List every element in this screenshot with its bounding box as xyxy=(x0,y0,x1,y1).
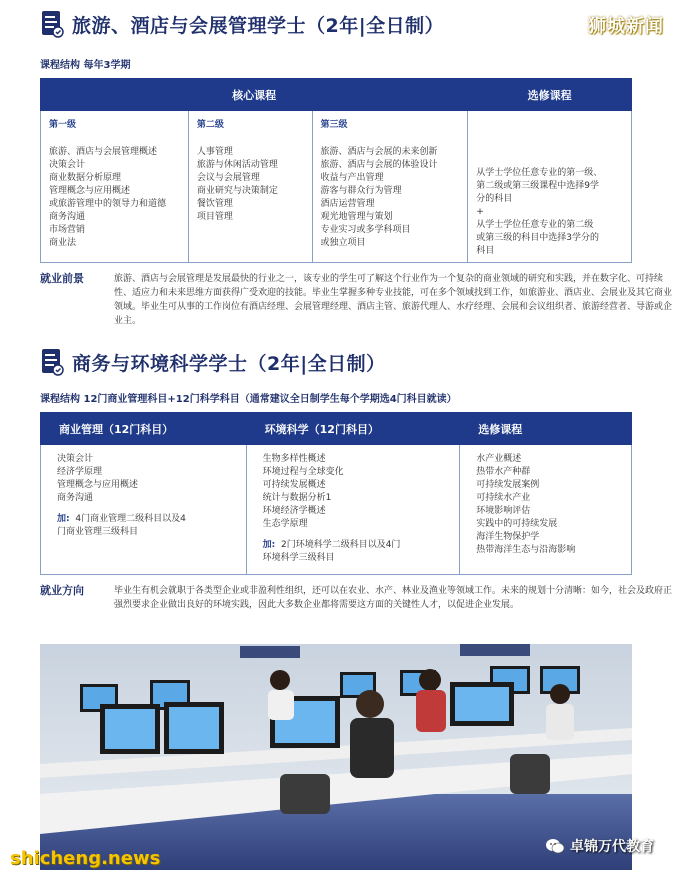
classroom-illustration xyxy=(40,644,632,870)
list-item: 商业数据分析原理 xyxy=(49,173,122,183)
list-item: 商业研究与决策制定 xyxy=(196,186,278,196)
list-item: 商业法 xyxy=(49,238,77,248)
list-item: 酒店运营管理 xyxy=(320,199,375,209)
list-item: 实践中的可持续发展 xyxy=(476,519,558,529)
list-item: 水产业概述 xyxy=(476,454,522,464)
list-item: 旅游、酒店与会展管理概述 xyxy=(49,147,158,157)
note-label: 加: xyxy=(57,514,70,524)
watermark-bottom-left: shicheng.news xyxy=(10,848,161,869)
elective-line: 分的科目 xyxy=(476,194,513,204)
list-item: 专业实习或多学科项目 xyxy=(320,225,411,235)
classroom-photo xyxy=(40,644,632,870)
elective-line: 科目 xyxy=(476,246,495,256)
section2-title xyxy=(40,348,386,376)
section2-title-text: 商务与环境科学学士（2年|全日制） xyxy=(72,352,386,375)
list-item: 旅游与休闲活动管理 xyxy=(196,160,278,170)
list-item: 项目管理 xyxy=(196,212,233,222)
environment-cell xyxy=(246,445,460,575)
elective-line: 从学士学位任意专业的第一级、 xyxy=(476,168,603,178)
list-item: 热带水产种群 xyxy=(476,467,531,477)
list-item: 会议与会展管理 xyxy=(196,173,260,183)
list-item: 可持续发展案例 xyxy=(476,480,540,490)
list-item: 市场营销 xyxy=(49,225,86,235)
note-label: 加: xyxy=(262,540,276,550)
list-item: 商务沟通 xyxy=(49,212,86,222)
list-item: 环境经济学概述 xyxy=(262,506,326,516)
elective2-cell xyxy=(460,445,632,575)
wechat-watermark xyxy=(546,836,654,856)
list-item: 管理概念与应用概述 xyxy=(57,480,139,490)
document-icon xyxy=(40,348,64,376)
section2-structure: 课程结构 12门商业管理科目+12门科学科目（通常建议全日制学生每个学期选4门科目就读） xyxy=(40,394,457,405)
list-item: 管理概念与应用概述 xyxy=(49,186,131,196)
level2-label: 第二级 xyxy=(196,120,224,130)
elective-line: 第二级或第三级课程中选择9学 xyxy=(476,181,599,191)
prospect-text: 毕业生有机会就职于各类型企业或非盈利性组织，还可以在农业、水产、林业及渔业等领域工作。未来的规划十分清晰：如今，社会及政府正强烈要求企业做出良好的环境实践，因此大多数企业都将需要这方面的关键性人才，以促进企业发展。 xyxy=(114,586,673,610)
list-item: 餐饮管理 xyxy=(196,199,233,209)
prospect-text: 旅游、酒店与会展管理是发展最快的行业之一，该专业的学生可了解这个行业作为一个复杂的商业领域的研究和实践，并在数字化、可持续性、适应力和未来思维方面获得广受欢迎的技能。毕业生掌握多种专业技能，可在多个领域找到工作，如旅游业、酒店业、会展业及其它商业领域。毕业生可从事的工作岗位有酒店经理、会展管理经理、酒店主管、旅游代理人、水疗经理、会展和会议组织者、旅游经营者、导游或企业主。 xyxy=(114,274,673,326)
list-item: 生态学原理 xyxy=(262,519,308,529)
section1-title-text: 旅游、酒店与会展管理学士（2年|全日制） xyxy=(72,14,445,37)
level3-cell xyxy=(312,111,468,263)
watermark-top-right: 狮城新闻 xyxy=(588,16,664,37)
list-item: 旅游、酒店与会展的未来创新 xyxy=(320,147,438,157)
business-cell xyxy=(41,445,247,575)
wechat-account-name: 卓锦万代教育 xyxy=(570,839,654,855)
level3-label: 第三级 xyxy=(320,120,348,130)
list-item: 商务沟通 xyxy=(57,493,94,503)
prospect-label: 就业前景 xyxy=(40,272,84,285)
level1-cell xyxy=(41,111,189,263)
section2-prospects xyxy=(40,584,673,628)
list-item: 观光地管理与策划 xyxy=(320,212,393,222)
section1-title xyxy=(40,10,444,38)
list-item: 环境影响评估 xyxy=(476,506,531,516)
elective-cell xyxy=(468,111,632,263)
core-courses-header: 核心课程 xyxy=(41,79,468,111)
list-item: 热带海洋生态与沿海影响 xyxy=(476,545,576,555)
list-item: 决策会计 xyxy=(57,454,94,464)
section1-course-table xyxy=(40,78,632,263)
elective-line: 从学士学位任意专业的第二级 xyxy=(476,220,594,230)
list-item: 或旅游管理中的领导力和道德 xyxy=(49,199,167,209)
wechat-icon xyxy=(546,838,564,854)
list-item: 统计与数据分析1 xyxy=(262,493,332,503)
elective-header: 选修课程 xyxy=(460,413,632,445)
list-item: 可持续水产业 xyxy=(476,493,531,503)
level2-cell xyxy=(188,111,312,263)
list-item: 海洋生物保护学 xyxy=(476,532,540,542)
note-line: 环境科学三级科目 xyxy=(262,553,335,563)
list-item: 或独立项目 xyxy=(320,238,366,248)
list-item: 游客与群众行为管理 xyxy=(320,186,402,196)
list-item: 收益与产出管理 xyxy=(320,173,384,183)
section1-structure: 课程结构 每年3学期 xyxy=(40,60,131,71)
note-line: 4门商业管理二级科目以及4 xyxy=(75,514,186,524)
environment-header: 环境科学（12门科目） xyxy=(246,413,460,445)
document-icon xyxy=(40,10,64,38)
list-item: 经济学原理 xyxy=(57,467,103,477)
list-item: 可持续发展概述 xyxy=(262,480,326,490)
elective-line: 或第三级的科目中选择3学分的 xyxy=(476,233,599,243)
list-item: 决策会计 xyxy=(49,160,86,170)
list-item: 人事管理 xyxy=(196,147,233,157)
elective-courses-header: 选修课程 xyxy=(468,79,632,111)
list-item: 环境过程与全球变化 xyxy=(262,467,344,477)
elective-plus: + xyxy=(476,207,484,217)
business-header: 商业管理（12门科目） xyxy=(41,413,247,445)
list-item: 旅游、酒店与会展的体验设计 xyxy=(320,160,438,170)
note-line: 2门环境科学二级科目以及4门 xyxy=(280,540,401,550)
list-item: 生物多样性概述 xyxy=(262,454,326,464)
section2-course-table xyxy=(40,412,632,575)
level1-label: 第一级 xyxy=(49,120,77,130)
section1-prospects xyxy=(40,272,673,328)
prospect-label: 就业方向 xyxy=(40,584,84,597)
note-line: 门商业管理三级科目 xyxy=(57,527,139,537)
